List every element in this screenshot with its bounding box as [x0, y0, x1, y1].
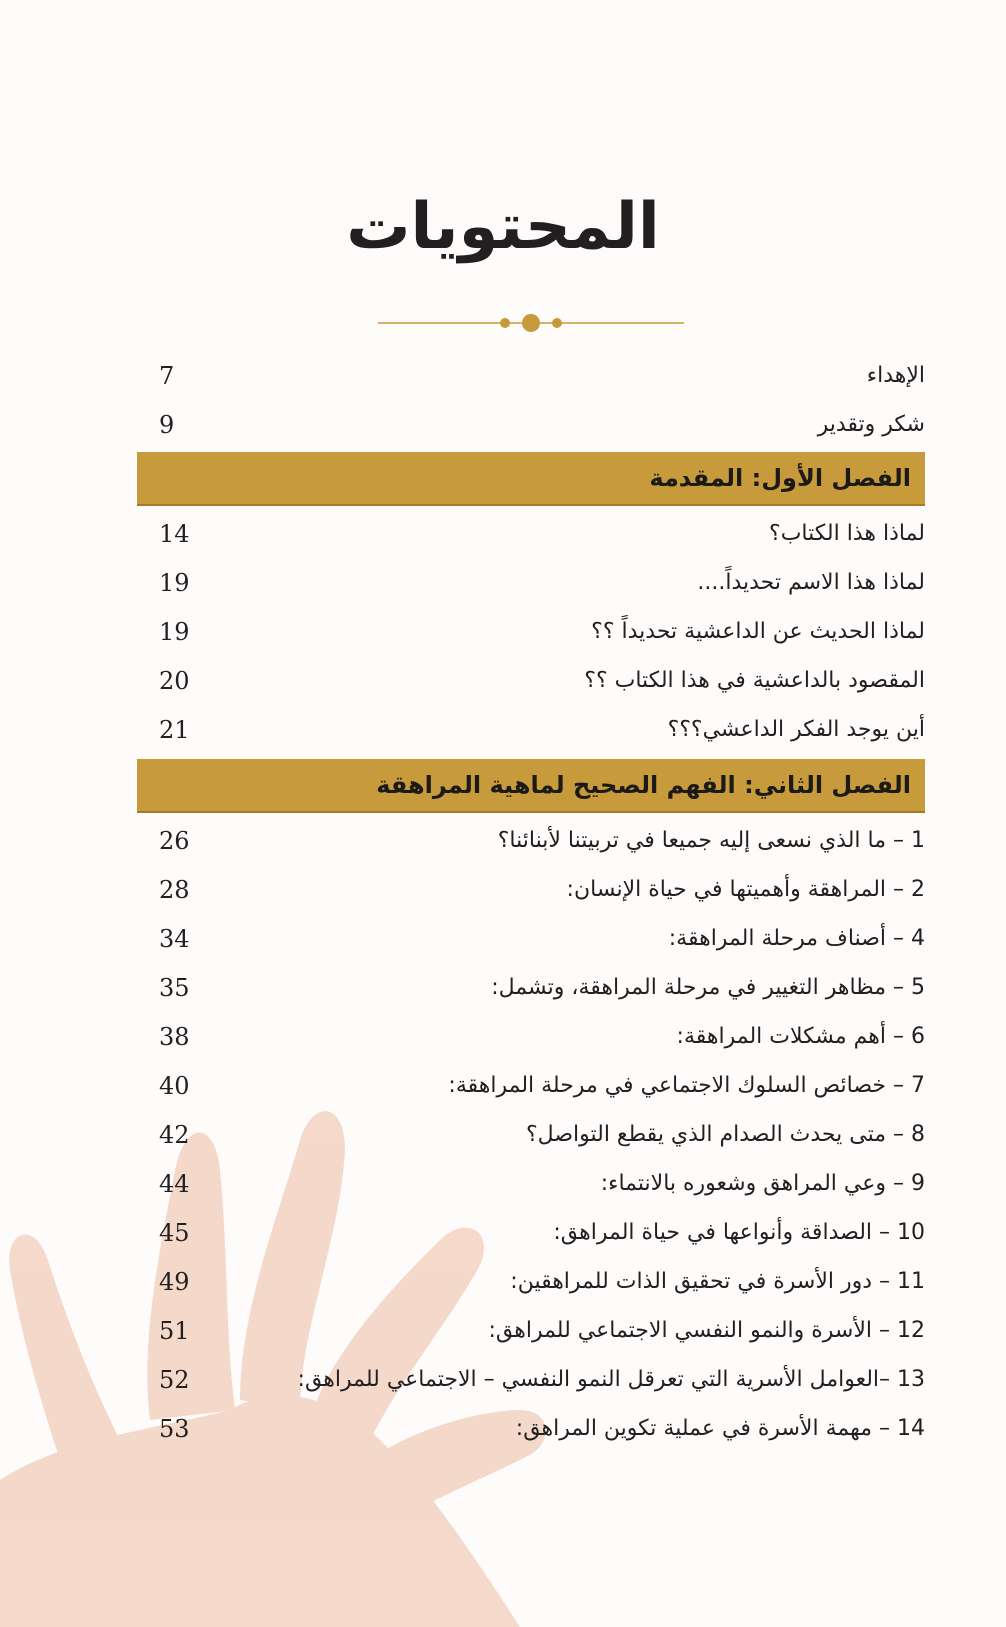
toc-entry-label: 7 – خصائص السلوك الاجتماعي في مرحلة المراهقة: — [448, 1073, 925, 1098]
toc-entry[interactable] — [137, 1257, 925, 1307]
toc-entry-label: 2 – المراهقة وأهميتها في حياة الإنسان: — [566, 877, 925, 902]
toc-entry[interactable] — [137, 509, 925, 559]
toc-entry-label: أين يوجد الفكر الداعشي؟؟؟ — [667, 717, 925, 742]
toc-entry-acknowledgements[interactable] — [137, 400, 925, 450]
toc-page-number: 26 — [159, 827, 190, 855]
toc-entry-dedication[interactable] — [137, 351, 925, 401]
toc-entry[interactable] — [137, 865, 925, 915]
toc-entry-label: لماذا هذا الكتاب؟ — [769, 521, 925, 546]
page-title: المحتويات — [346, 190, 660, 264]
toc-page-number: 19 — [159, 569, 190, 597]
title-ornament — [378, 308, 684, 338]
toc-entry[interactable] — [137, 1110, 925, 1160]
toc-page-number: 52 — [159, 1366, 190, 1394]
toc-entry-label: لماذا هذا الاسم تحديداً.... — [697, 570, 925, 595]
toc-page-number: 45 — [159, 1219, 190, 1247]
toc-entry[interactable] — [137, 1159, 925, 1209]
toc-entry[interactable] — [137, 1208, 925, 1258]
chapter-1-heading[interactable] — [137, 452, 925, 506]
toc-entry-label: 12 – الأسرة والنمو النفسي الاجتماعي للمراهق: — [488, 1318, 925, 1343]
toc-page-number: 44 — [159, 1170, 190, 1198]
toc-entry-label: 14 – مهمة الأسرة في عملية تكوين المراهق: — [515, 1416, 925, 1441]
toc-entry[interactable] — [137, 607, 925, 657]
toc-entry[interactable] — [137, 816, 925, 866]
toc-entry[interactable] — [137, 914, 925, 964]
chapter-2-title: الفصل الثاني: الفهم الصحيح لماهية المراهقة — [376, 771, 911, 799]
toc-page-number: 53 — [159, 1415, 190, 1443]
toc-entry[interactable] — [137, 1404, 925, 1454]
toc-entry[interactable] — [137, 963, 925, 1013]
toc-page-number: 49 — [159, 1268, 190, 1296]
toc-entry-label: المقصود بالداعشية في هذا الكتاب ؟؟ — [584, 668, 925, 693]
toc-page-number: 20 — [159, 667, 190, 695]
toc-page-number: 38 — [159, 1023, 190, 1051]
toc-entry-label: 4 – أصناف مرحلة المراهقة: — [668, 926, 925, 951]
toc-page-number: 51 — [159, 1317, 190, 1345]
toc-page-number: 7 — [159, 362, 175, 390]
toc-entry-label: 9 – وعي المراهق وشعوره بالانتماء: — [600, 1171, 925, 1196]
toc-entry[interactable] — [137, 705, 925, 755]
toc-page-number: 28 — [159, 876, 190, 904]
toc-entry[interactable] — [137, 656, 925, 706]
toc-entry[interactable] — [137, 1306, 925, 1356]
toc-page-number: 14 — [159, 520, 190, 548]
toc-entry[interactable] — [137, 558, 925, 608]
toc-entry-label: 10 – الصداقة وأنواعها في حياة المراهق: — [553, 1220, 925, 1245]
toc-page-number: 42 — [159, 1121, 190, 1149]
toc-entry-label: 13 –العوامل الأسرية التي تعرقل النمو النفسي – الاجتماعي للمراهق: — [297, 1367, 925, 1392]
toc-page-number: 19 — [159, 618, 190, 646]
toc-entry-label: شكر وتقدير — [817, 412, 925, 437]
toc-entry-label: لماذا الحديث عن الداعشية تحديداً ؟؟ — [591, 619, 925, 644]
toc-entry[interactable] — [137, 1012, 925, 1062]
toc-entry-label: 5 – مظاهر التغيير في مرحلة المراهقة، وتشمل: — [491, 975, 925, 1000]
toc-entry-label: 1 – ما الذي نسعى إليه جميعا في تربيتنا لأبنائنا؟ — [497, 828, 925, 853]
toc-page-number: 21 — [159, 716, 190, 744]
chapter-1-title: الفصل الأول: المقدمة — [649, 464, 911, 492]
toc-page-number: 34 — [159, 925, 190, 953]
toc-entry-label: الإهداء — [866, 363, 925, 388]
toc-entry-label: 8 – متى يحدث الصدام الذي يقطع التواصل؟ — [525, 1122, 925, 1147]
toc-entry-label: 11 – دور الأسرة في تحقيق الذات للمراهقين: — [510, 1269, 925, 1294]
toc-page-number: 9 — [159, 411, 175, 439]
toc-entry[interactable] — [137, 1355, 925, 1405]
toc-entry[interactable] — [137, 1061, 925, 1111]
toc-page-number: 35 — [159, 974, 190, 1002]
toc-entry-label: 6 – أهم مشكلات المراهقة: — [676, 1024, 925, 1049]
chapter-2-heading[interactable] — [137, 759, 925, 813]
toc-page-number: 40 — [159, 1072, 190, 1100]
